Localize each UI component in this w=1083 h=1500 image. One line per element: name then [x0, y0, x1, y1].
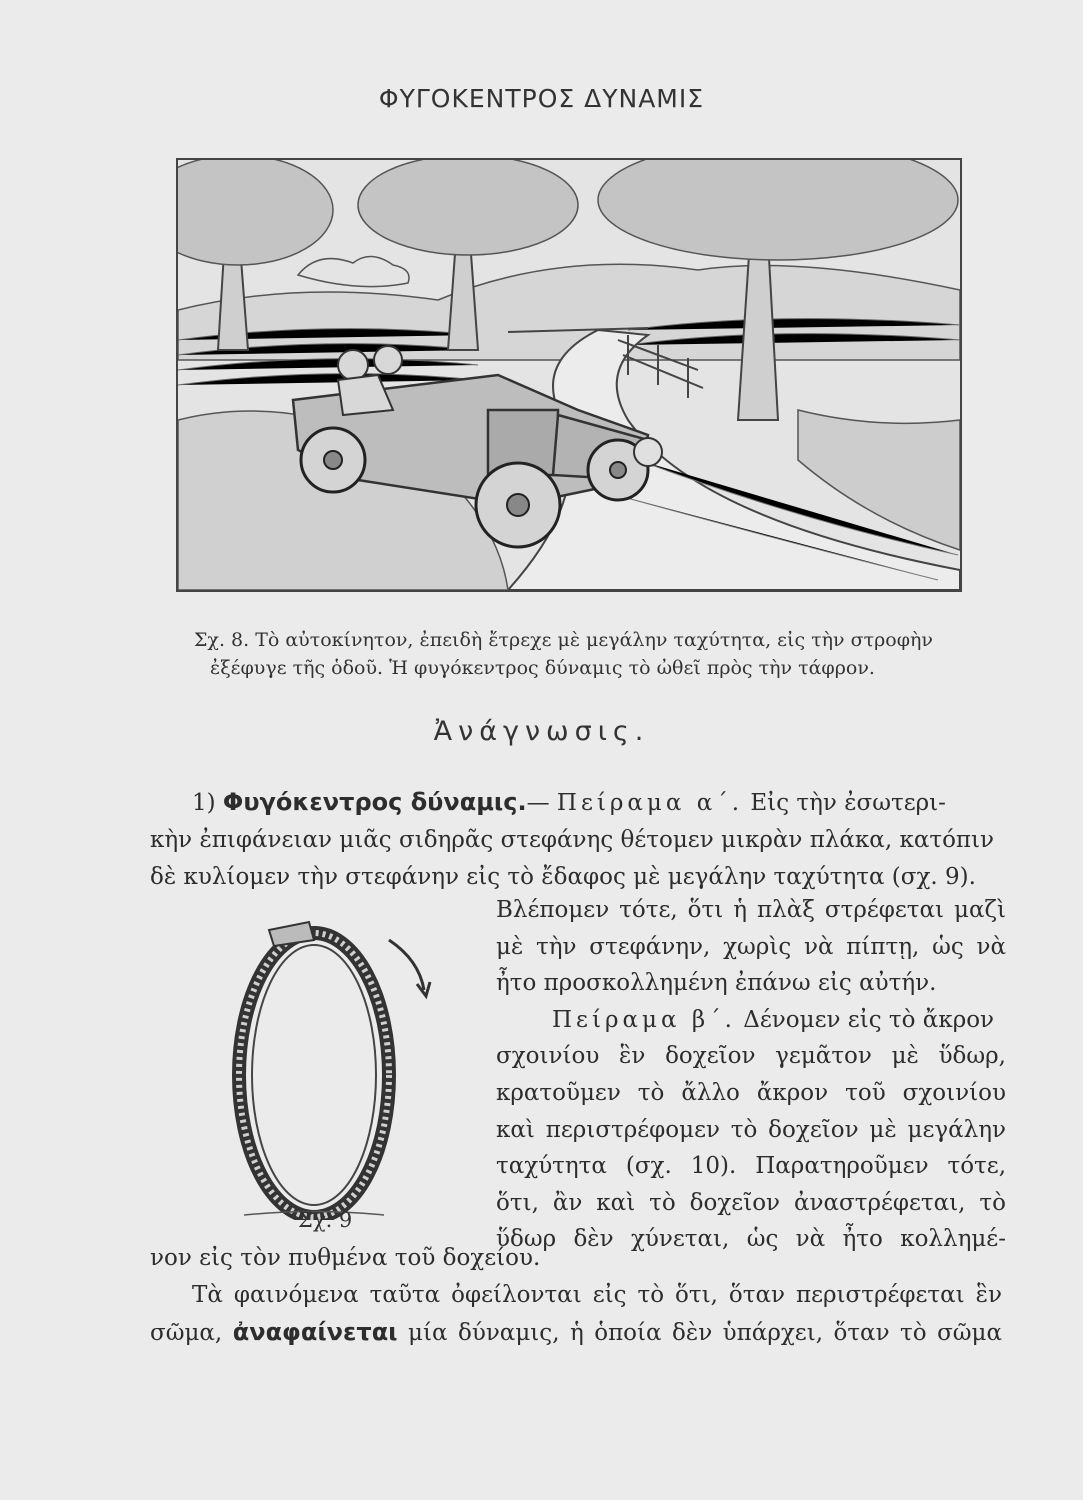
- reading-heading: Ἀνάγνωσις.: [433, 716, 650, 747]
- closing-line-3-end: μία δύναμις, ἡ ὁποία δὲν ὑπάρχει, ὅταν τὸ σῶμα: [408, 1320, 1003, 1346]
- right-line-2: μὲ τὴν στεφάνην, χωρὶς νὰ πίπτῃ, ὡς νὰ: [496, 933, 1006, 960]
- experiment-b-label: Πείραμα β΄.: [552, 1006, 736, 1033]
- right-line-9: ὅτι, ἂν καὶ τὸ δοχεῖον ἀναστρέφεται, τὸ: [496, 1189, 1006, 1216]
- right-line-5: σχοινίου ἓν δοχεῖον γεμᾶτον μὲ ὕδωρ,: [496, 1043, 1006, 1070]
- term-appears: ἀναφαίνεται: [232, 1318, 398, 1346]
- figure-9-caption: Σχ. 9: [298, 1208, 353, 1232]
- experiment-a-label: Πείραμα α΄.: [556, 790, 744, 816]
- paragraph-1-line-2: κὴν ἐπιφάνειαν μιᾶς σιδηρᾶς στεφάνης θέτομεν μικρὰν πλάκα, κατόπιν: [150, 827, 995, 853]
- paragraph-number: 1): [192, 790, 216, 816]
- paragraph-1-line-3: δὲ κυλίομεν τὴν στεφάνην εἰς τὸ ἔδαφος μὲ μεγάλην ταχύτητα (σχ. 9).: [150, 864, 976, 890]
- closing-line-1: νον εἰς τὸν πυθμένα τοῦ δοχείου.: [150, 1245, 541, 1271]
- right-line-10: ὕδωρ δὲν χύνεται, ὡς νὰ ἦτο κολλημέ-: [496, 1226, 1006, 1253]
- right-line-6: κρατοῦμεν τὸ ἄλλο ἄκρον τοῦ σχοινίου: [496, 1079, 1006, 1106]
- right-line-4-rest: Δένομεν εἰς τὸ ἄκρον: [743, 1006, 995, 1033]
- right-line-1: Βλέπομεν τότε, ὅτι ἡ πλὰξ στρέφεται μαζὶ: [496, 897, 1006, 923]
- right-line-7: καὶ περιστρέφομεν τὸ δοχεῖον μὲ μεγάλην: [496, 1116, 1006, 1143]
- closing-line-3-start: σῶμα,: [150, 1320, 223, 1346]
- right-column-text: [496, 892, 1006, 1258]
- car-scene-drawing: [178, 160, 960, 590]
- paragraph-centrifugal-force: [150, 784, 1002, 896]
- figure-9-iron-ring: [214, 900, 454, 1220]
- right-line-4: [496, 1002, 1006, 1039]
- figure-8-car-illustration: [176, 158, 962, 592]
- term-centrifugal-force: Φυγόκεντρος δύναμις.: [222, 788, 527, 816]
- paragraph-1-line-1: [150, 784, 1002, 822]
- iron-ring-drawing: [214, 900, 454, 1220]
- closing-line-2: Τὰ φαινόμενα ταῦτα ὀφείλονται εἰς τὸ ὅτι, ὅταν περιστρέφεται ἓν: [192, 1282, 1002, 1308]
- figure-8-caption-line-2: ἐξέφυγε τῆς ὁδοῦ. Ἡ φυγόκεντρος δύναμις τὸ ὠθεῖ πρὸς τὴν τάφρον.: [210, 657, 875, 679]
- em-dash: —: [526, 790, 550, 816]
- right-line-8: ταχύτητα (σχ. 10). Παρατηροῦμεν τότε,: [496, 1153, 1006, 1180]
- right-line-3: ἦτο προσκολλημένη ἐπάνω εἰς αὐτήν.: [496, 970, 937, 997]
- closing-line-3: [150, 1314, 1002, 1352]
- figure-8-caption: [194, 626, 1024, 682]
- running-title: ΦΥΓΟΚΕΝΤΡΟΣ ΔΥΝΑΜΙΣ: [378, 84, 705, 113]
- closing-text: [150, 1240, 1002, 1352]
- figure-8-caption-line-1: Σχ. 8. Τὸ αὐτοκίνητον, ἐπειδὴ ἔτρεχε μὲ μεγάλην ταχύτητα, εἰς τὴν στροφὴν: [194, 629, 933, 651]
- paragraph-1-line-1-rest: Εἰς τὴν ἐσωτερι-: [750, 790, 946, 816]
